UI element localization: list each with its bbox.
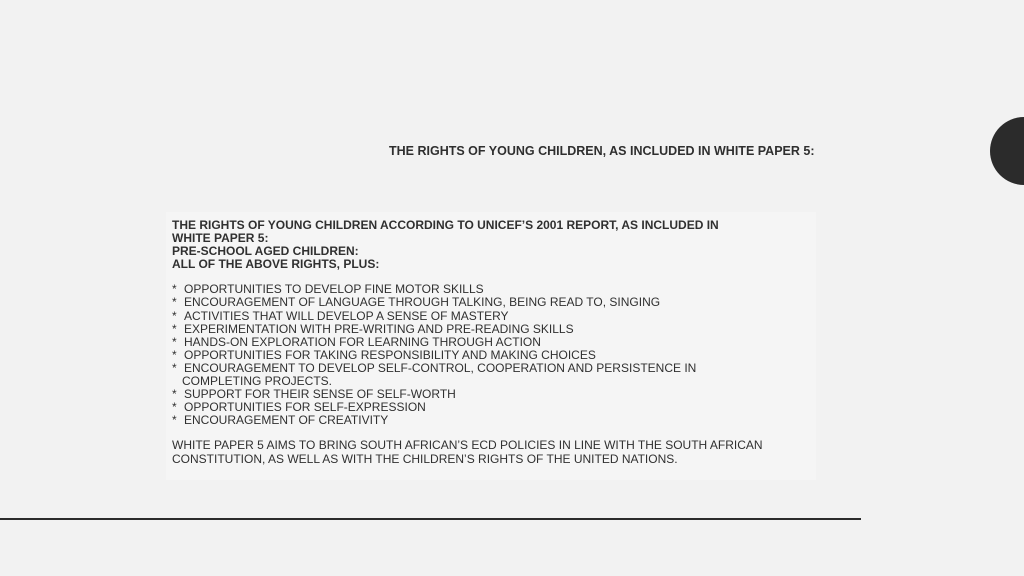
bullet-marker: * [172,295,177,310]
bullet-marker: * [172,308,177,323]
bullet-marker: * [172,360,177,375]
list-item-text: OPPORTUNITIES FOR TAKING RESPONSIBILITY AND MAKING CHOICES [184,347,596,362]
list-item-text: OPPORTUNITIES FOR SELF-EXPRESSION [184,400,426,415]
bullet-marker: * [172,400,177,415]
bottom-rule-divider [0,518,861,520]
bullet-marker: * [172,387,177,402]
list-item-text: OPPORTUNITIES TO DEVELOP FINE MOTOR SKILLS [184,282,484,297]
closing-paragraph [172,439,832,465]
bullet-marker: * [172,282,177,297]
heading-line-4: ALL OF THE ABOVE RIGHTS, PLUS: [172,257,380,272]
corner-circle-decoration [990,117,1024,185]
list-item-text: ENCOURAGEMENT OF CREATIVITY [184,413,389,428]
bullet-marker: * [172,347,177,362]
list-item-text: ENCOURAGEMENT TO DEVELOP SELF-CONTROL, COOPERATION AND PERSISTENCE IN [184,360,697,375]
list-item-text: SUPPORT FOR THEIR SENSE OF SELF-WORTH [184,387,456,402]
bullet-marker: * [172,321,177,336]
bullet-list [172,283,832,427]
closing-line-1: WHITE PAPER 5 AIMS TO BRING SOUTH AFRICAN’S ECD POLICIES IN LINE WITH THE SOUTH AFRICAN [172,438,763,453]
list-item-text: ACTIVITIES THAT WILL DEVELOP A SENSE OF MASTERY [184,308,509,323]
content-body [172,219,832,466]
heading-line-2: WHITE PAPER 5: [172,231,269,246]
bullet-marker: * [172,334,177,349]
heading-line-1: THE RIGHTS OF YOUNG CHILDREN ACCORDING TO UNICEF’S 2001 REPORT, AS INCLUDED IN [172,218,719,232]
slide-title: THE RIGHTS OF YOUNG CHILDREN, AS INCLUDED IN WHITE PAPER 5: [389,144,815,158]
bullet-marker: * [172,413,177,428]
list-item-text: EXPERIMENTATION WITH PRE-WRITING AND PRE-READING SKILLS [184,321,574,336]
heading-line-3: PRE-SCHOOL AGED CHILDREN: [172,244,359,259]
list-item-continuation: COMPLETING PROJECTS. [182,374,333,389]
list-item-text: HANDS-ON EXPLORATION FOR LEARNING THROUGH ACTION [184,334,541,349]
closing-line-2: CONSTITUTION, AS WELL AS WITH THE CHILDREN’S RIGHTS OF THE UNITED NATIONS. [172,451,678,466]
list-item [172,414,832,427]
list-item-text: ENCOURAGEMENT OF LANGUAGE THROUGH TALKING, BEING READ TO, SINGING [184,295,661,310]
